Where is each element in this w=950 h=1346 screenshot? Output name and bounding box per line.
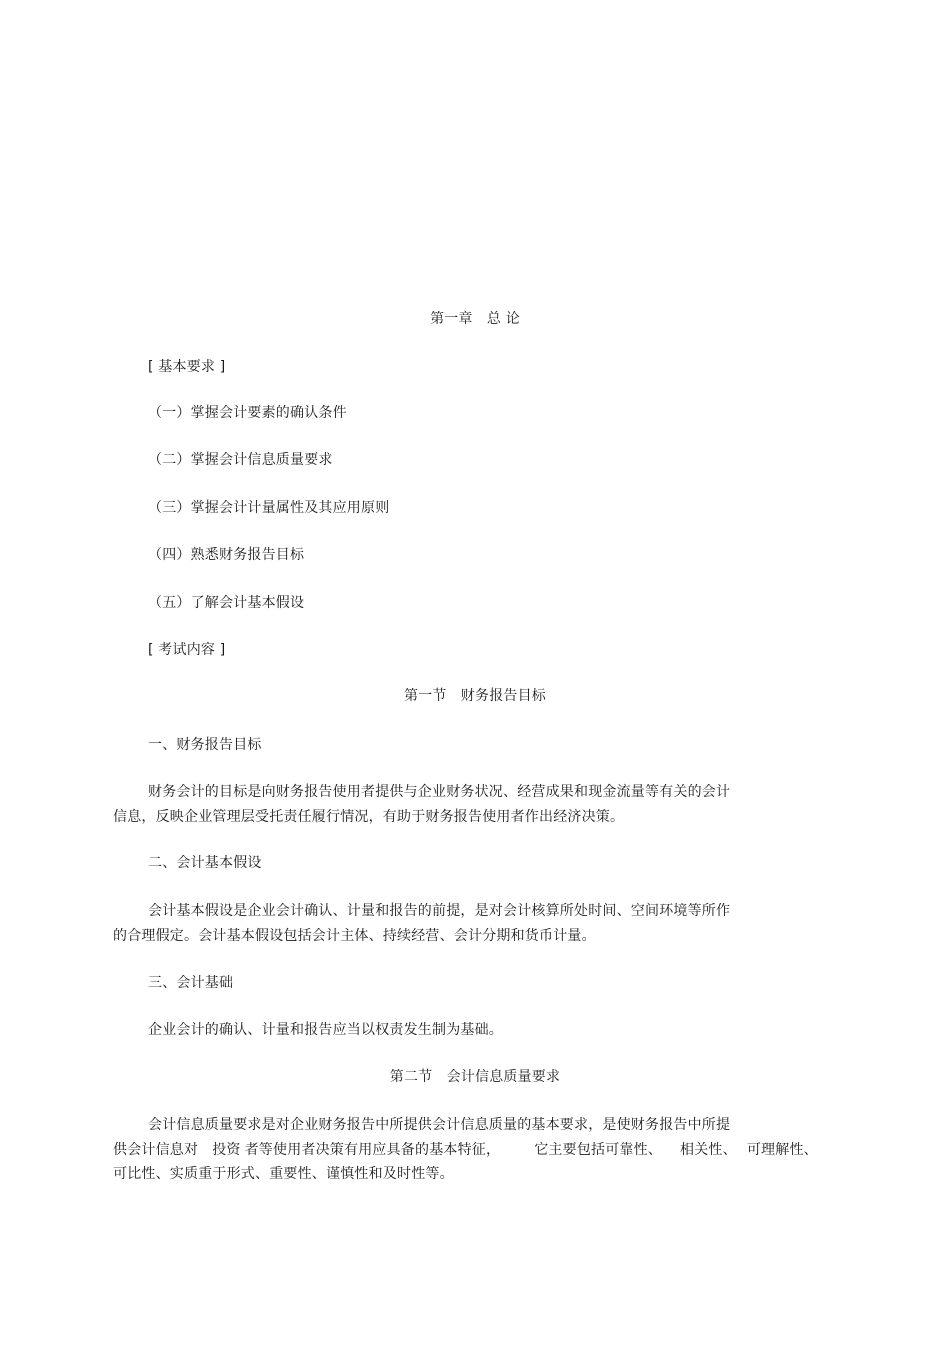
chapter-title: 第一章 总 论 — [430, 311, 520, 327]
section2-line2-part-f: 可理解性、 — [746, 1142, 818, 1158]
requirement-item-1: （一）掌握会计要素的确认条件 — [148, 405, 347, 421]
requirement-item-2: （二）掌握会计信息质量要求 — [148, 452, 333, 468]
section2-paragraph-line3: 可比性、实质重于形式、重要性、谨慎性和及时性等。 — [113, 1166, 454, 1182]
section1-sub2-paragraph-line1: 会计基本假设是企业会计确认、计量和报告的前提，是对会计核算所处时间、空间环境等所作 — [148, 903, 731, 919]
section2-line2-part-b: 投资 — [212, 1142, 241, 1158]
section1-sub2-heading: 二、会计基本假设 — [148, 855, 262, 871]
section2-title: 第二节 会计信息质量要求 — [389, 1069, 561, 1085]
section1-sub1-heading: 一、财务报告目标 — [148, 737, 262, 753]
section1-sub3-heading: 三、会计基础 — [148, 975, 234, 991]
section1-sub3-paragraph: 企业会计的确认、计量和报告应当以权责发生制为基础。 — [148, 1022, 503, 1038]
section2-line2-part-d: 它主要包括可靠性、 — [534, 1142, 663, 1158]
section1-title: 第一节 财务报告目标 — [404, 688, 546, 704]
section2-paragraph-line2 — [113, 1140, 818, 1160]
section2-line2-part-c: 者等使用者决策有用应具备的基本特征， — [244, 1142, 501, 1158]
section1-sub1-paragraph-line1: 财务会计的目标是向财务报告使用者提供与企业财务状况、经营成果和现金流量等有关的会计 — [148, 784, 731, 800]
section1-sub1-paragraph-line2: 信息，反映企业管理层受托责任履行情况，有助于财务报告使用者作出经济决策。 — [113, 809, 625, 825]
requirement-item-5: （五）了解会计基本假设 — [148, 595, 305, 611]
requirement-item-4: （四）熟悉财务报告目标 — [148, 547, 305, 563]
section1-sub2-paragraph-line2: 的合理假定。会计基本假设包括会计主体、持续经营、会计分期和货币计量。 — [113, 928, 596, 944]
section2-line2-part-e: 相关性、 — [680, 1142, 737, 1158]
requirement-item-3: （三）掌握会计计量属性及其应用原则 — [148, 500, 390, 516]
basic-requirements-heading: [ 基本要求 ] — [148, 359, 226, 375]
section2-line2-part-a: 供会计信息对 — [113, 1142, 199, 1158]
section2-paragraph-line1: 会计信息质量要求是对企业财务报告中所提供会计信息质量的基本要求，是使财务报告中所提 — [148, 1117, 731, 1133]
exam-content-heading: [ 考试内容 ] — [148, 642, 226, 658]
